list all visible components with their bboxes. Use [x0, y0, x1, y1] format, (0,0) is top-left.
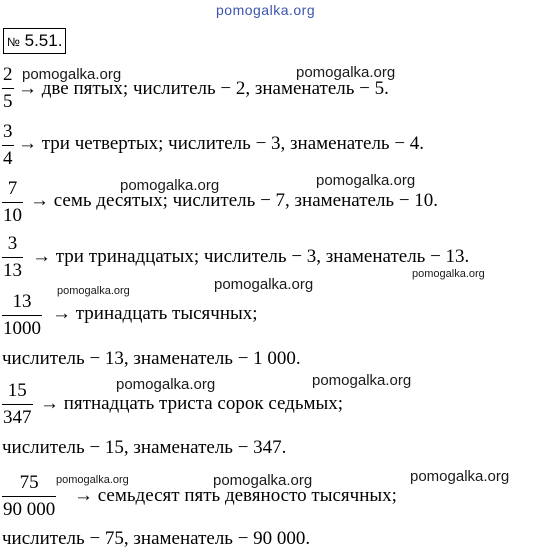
fraction — [2, 472, 56, 521]
numerator: 75 — [19, 472, 39, 493]
fraction-row-5 — [2, 291, 402, 345]
numerator: 3 — [3, 121, 13, 142]
fraction — [2, 64, 14, 113]
watermark: pomogalka.org — [412, 268, 485, 280]
fraction-bar — [2, 315, 42, 316]
fraction-bar — [2, 496, 56, 497]
fraction-description: → семь десятых; числитель − 7, знаменатель − 10. — [30, 190, 439, 211]
numerator: 13 — [12, 291, 32, 312]
watermark: pomogalka.org — [213, 472, 313, 489]
fraction-bar — [2, 202, 23, 203]
fraction-bar — [2, 88, 14, 89]
fraction-row-2 — [2, 121, 547, 175]
fraction — [2, 233, 23, 282]
denominator: 1000 — [3, 318, 41, 340]
fraction-row-3 — [2, 178, 547, 232]
watermark-top: pomogalka.org — [216, 2, 316, 18]
numerator: 7 — [7, 178, 18, 199]
denominator: 13 — [3, 260, 22, 282]
denominator: 90 000 — [3, 499, 56, 521]
fraction-description: → тринадцать тысячных; — [52, 303, 258, 324]
denominator: 10 — [3, 205, 22, 227]
fraction-description: → три четвертых; числитель − 3, знаменатель − 4. — [18, 133, 425, 154]
denominator: 5 — [3, 91, 13, 113]
fraction-description: → пятнадцать триста сорок седьмых; — [40, 393, 344, 414]
watermark: pomogalka.org — [120, 177, 220, 194]
watermark: pomogalka.org — [57, 285, 130, 297]
fraction-bar — [2, 257, 23, 258]
fraction-description: → две пятых; числитель − 2, знаменатель − 5. — [18, 78, 389, 99]
watermark: pomogalka.org — [56, 474, 129, 486]
denominator: 4 — [3, 148, 13, 170]
watermark: pomogalka.org — [116, 376, 216, 393]
watermark: pomogalka.org — [22, 66, 122, 83]
fraction — [2, 121, 14, 170]
fraction-description: → семьдесят пять девяносто тысячных; — [74, 485, 397, 506]
fraction-bar — [2, 145, 14, 146]
fraction-details-7: числитель − 75, знаменатель − 90 000. — [2, 528, 311, 549]
watermark: pomogalka.org — [296, 64, 396, 81]
watermark: pomogalka.org — [316, 172, 416, 189]
fraction-description: → три тринадцатых; числитель − 3, знаменатель − 13. — [32, 246, 470, 267]
number-sign: № — [7, 35, 20, 49]
watermark: pomogalka.org — [214, 276, 314, 293]
fraction-bar — [2, 404, 33, 405]
watermark: pomogalka.org — [410, 468, 510, 485]
fraction-details-5: числитель − 13, знаменатель − 1 000. — [2, 348, 301, 369]
denominator: 347 — [3, 407, 32, 429]
fraction — [2, 291, 42, 340]
watermark: pomogalka.org — [312, 372, 412, 389]
numerator: 15 — [7, 380, 27, 401]
fraction — [2, 178, 23, 227]
task-number-box — [3, 28, 66, 54]
numerator: 3 — [7, 233, 18, 254]
fraction-details-6: числитель − 15, знаменатель − 347. — [2, 437, 287, 458]
fraction — [2, 380, 33, 429]
task-number: 5.51. — [24, 31, 63, 50]
numerator: 2 — [3, 64, 13, 85]
